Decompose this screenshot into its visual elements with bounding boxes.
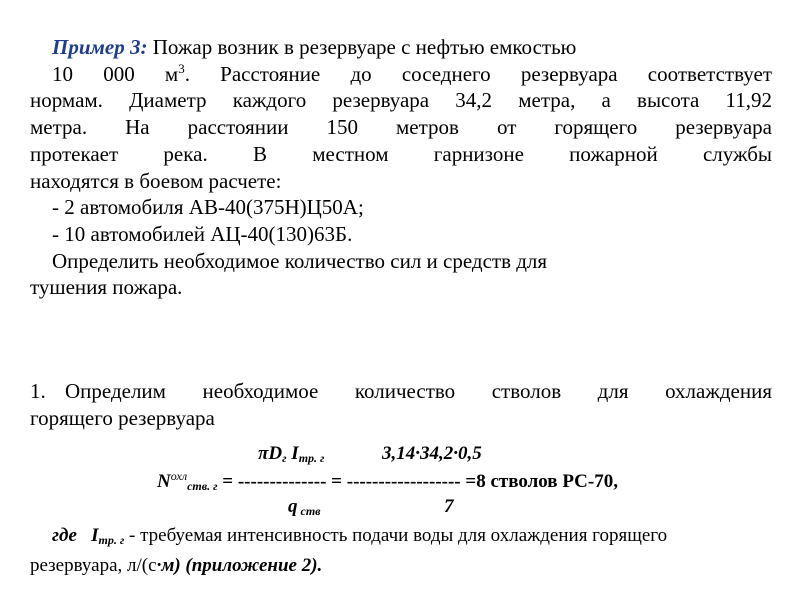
task-line-1: Определить необходимое количество сил и средств для (52, 248, 548, 273)
formula-numerator: $\pi D_г$ $I_{тр. г}$ (258, 443, 325, 465)
example-text (30, 34, 772, 301)
example-line-3: нормам. Диаметр каждого резервуара 34,2 метра, а высота 11,92 (30, 88, 772, 113)
vehicle-item-2: - 10 автомобилей АЦ-40(130)63Б. (52, 221, 353, 246)
step-1-line-1: 1. Определим необходимое количество стволов для охлаждения (30, 379, 772, 403)
where-line-2: резервуара, л/(с·м) (приложение 2). (30, 555, 323, 576)
step-number: 1. (30, 379, 46, 403)
vehicle-item-1: - 2 автомобиля АВ-40(375Н)Ц50А; (52, 195, 364, 220)
example-line-2: 10 000 $м^3$. Расстояние до соседнего резервуара соответствует (52, 60, 772, 86)
formula-denominator-value: 7 (444, 496, 454, 517)
where-line-1: где $I_{тр. г}$ - требуемая интенсивность подачи воды для охлаждения горящего (52, 525, 668, 547)
step-1 (30, 378, 772, 431)
example-line-5: протекает река. В местном гарнизоне пожарной службы (30, 141, 772, 166)
example-line-4: метра. На расстоянии 150 метров от горящего резервуара (30, 115, 772, 140)
formula-numerator-values: 3,14·34,2·0,5 (382, 443, 482, 464)
where-clause (30, 523, 772, 579)
example-line-6: находятся в боевом расчете: (30, 168, 282, 193)
formula-denominator: q $_{ств}$ (288, 496, 321, 518)
formula-main-line: $N^{охл}_{ств. г}$ = -------------- = ------------------ =8 стволов РС-70, (157, 469, 618, 493)
formula-result: 8 стволов РС-70, (476, 471, 618, 492)
example-label: Пример 3: (52, 35, 148, 59)
step-1-line-2: горящего резервуара (30, 405, 215, 430)
example-line-1: Пример 3: Пожар возник в резервуаре с нефтью емкостью (52, 35, 577, 59)
task-line-2: тушения пожара. (30, 275, 183, 300)
